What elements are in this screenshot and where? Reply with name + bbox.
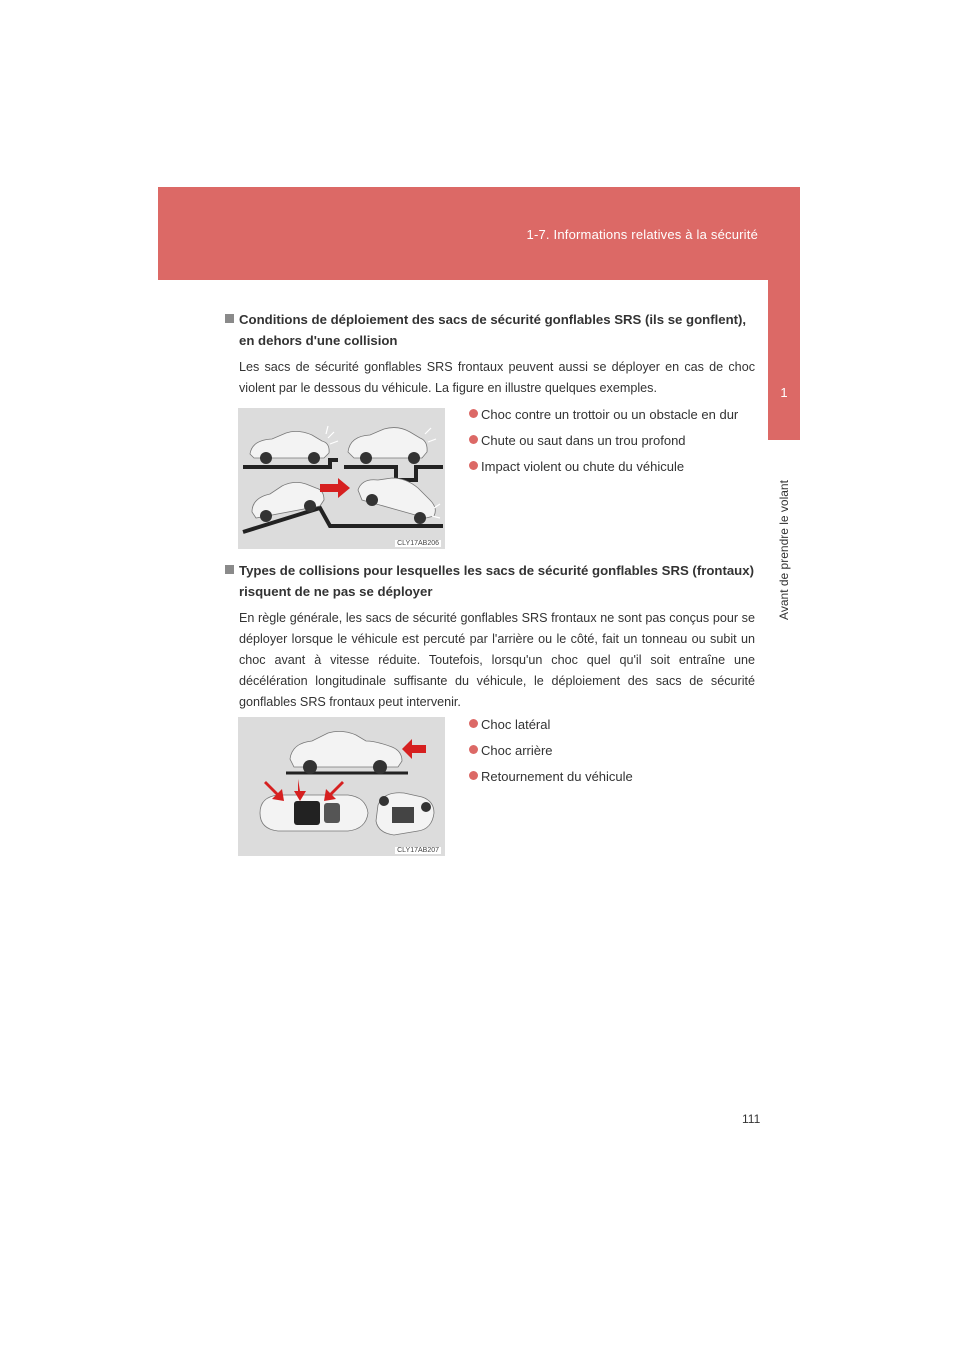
figure-code: CLY17AB207 bbox=[397, 847, 439, 854]
section-heading bbox=[225, 309, 755, 351]
section-heading bbox=[225, 560, 755, 602]
list-item: Choc latéral bbox=[469, 714, 759, 735]
chapter-side-label bbox=[774, 470, 794, 630]
chapter-header-band bbox=[158, 187, 800, 280]
section-body: Les sacs de sécurité gonflables SRS frontaux peuvent aussi se déployer en cas de choc violent par le dessous du véhicule. La figure en illustre quelques exemples. bbox=[239, 360, 755, 395]
list-item: Impact violent ou chute du véhicule bbox=[469, 456, 759, 477]
chapter-side-tab bbox=[768, 280, 800, 440]
list-item: Choc contre un trottoir ou un obstacle en dur bbox=[469, 404, 759, 425]
chapter-side-label-text: Avant de prendre le volant bbox=[777, 480, 791, 620]
chapter-number: 1 bbox=[780, 385, 788, 400]
section-heading-line1: Conditions de déploiement des sacs de sécurité gonflables SRS (ils se gonflent), bbox=[239, 312, 747, 327]
deployment-illustration bbox=[238, 408, 445, 549]
figure-code: CLY17AB206 bbox=[397, 540, 439, 547]
bullet-dot-icon bbox=[469, 745, 478, 754]
bullet-list-non-deployment bbox=[469, 714, 759, 792]
bullet-list-deployment bbox=[469, 404, 759, 482]
square-bullet-icon bbox=[225, 314, 234, 323]
figure-deployment-examples bbox=[238, 408, 445, 549]
square-bullet-icon bbox=[225, 565, 234, 574]
section-heading-line1: Types de collisions pour lesquelles les sacs de sécurité gonflables SRS (frontaux) bbox=[239, 563, 754, 578]
figure-non-deployment-examples bbox=[238, 717, 445, 856]
section-heading-line2: en dehors d'une collision bbox=[239, 333, 398, 348]
bullet-dot-icon bbox=[469, 435, 478, 444]
bullet-dot-icon bbox=[469, 409, 478, 418]
non-deployment-illustration bbox=[238, 717, 445, 856]
section-deployment-conditions bbox=[225, 309, 755, 399]
chapter-title: 1-7. Informations relatives à la sécurité bbox=[526, 227, 758, 242]
section-body: En règle générale, les sacs de sécurité gonflables SRS frontaux ne sont pas conçus pour se déployer lorsque le véhicule est percuté par l'arrière ou le côté, fait un tonneau ou subit un choc avant à vitesse réduite. Toutefois, lorsqu'un choc quel qu'il soit entraîne une décélération longitudinale suffisante du véhicule, le déploiement des sacs de sécurité gonflables SRS frontaux peut intervenir. bbox=[239, 611, 755, 709]
section-non-deployment-types bbox=[225, 560, 755, 713]
bullet-dot-icon bbox=[469, 461, 478, 470]
list-item: Retournement du véhicule bbox=[469, 766, 759, 787]
bullet-dot-icon bbox=[469, 719, 478, 728]
list-item: Chute ou saut dans un trou profond bbox=[469, 430, 759, 451]
bullet-dot-icon bbox=[469, 771, 478, 780]
page-number: 111 bbox=[742, 1112, 761, 1126]
list-item: Choc arrière bbox=[469, 740, 759, 761]
section-heading-line2: risquent de ne pas se déployer bbox=[239, 584, 433, 599]
